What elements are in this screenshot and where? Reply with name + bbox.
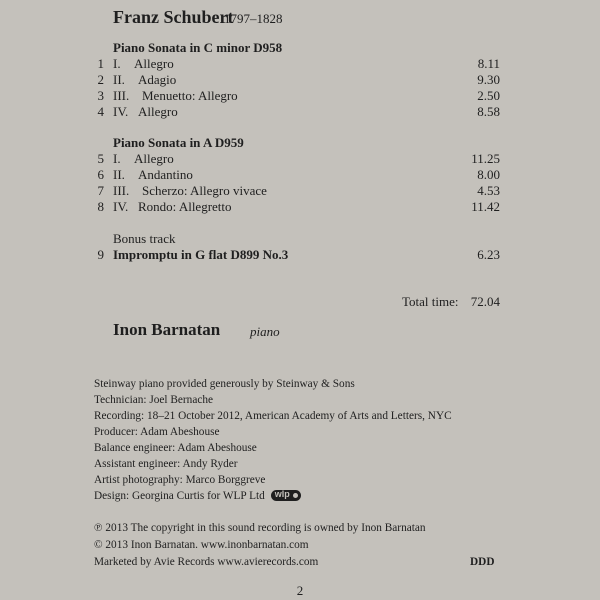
track-row [0,151,600,167]
track-time: 6.23 [477,247,500,262]
movement-number: IV. [113,104,129,119]
total-time-label: Total time: [402,294,459,309]
track-number: 3 [97,88,104,103]
track-time: 2.50 [477,88,500,103]
track-row [0,56,600,72]
track-number: 4 [97,104,104,119]
movement-name: Menuetto: Allegro [142,88,238,103]
movement-name: Allegro [138,104,178,119]
movement-number: II. [113,167,125,182]
track-time: 8.58 [477,104,500,119]
wlp-logo-text: wlp [274,488,290,499]
performer-name: Inon Barnatan [113,320,221,339]
movement-number: I. [113,151,121,166]
track-number: 9 [97,247,104,262]
work-title: Piano Sonata in C minor D958 [113,40,283,55]
track-time: 8.00 [477,167,500,182]
track-time: 11.25 [471,151,500,166]
track-time: 11.42 [471,199,500,214]
composer-dates: 1797–1828 [224,11,283,26]
work-title: Piano Sonata in A D959 [113,135,244,150]
track-row [0,183,600,199]
credit-line: Artist photography: Marco Borggreve [94,474,266,486]
credit-line: Recording: 18–21 October 2012, American Academy of Arts and Letters, NYC [94,410,452,422]
credit-line: Assistant engineer: Andy Ryder [94,458,238,470]
track-row [0,88,600,104]
bonus-track-name: Impromptu in G flat D899 No.3 [113,247,289,262]
movement-name: Adagio [138,72,177,87]
movement-name: Scherzo: Allegro vivace [142,183,267,198]
track-number: 8 [97,199,104,214]
credit-line: Producer: Adam Abeshouse [94,426,220,438]
ddd-code: DDD [470,556,495,568]
track-time: 4.53 [477,183,500,198]
track-row [0,247,600,263]
movement-number: III. [113,183,130,198]
movement-name: Andantino [138,167,193,182]
performer-instrument: piano [250,324,280,339]
track-row [0,104,600,120]
track-number: 2 [97,72,104,87]
movement-number: III. [113,88,130,103]
movement-number: II. [113,72,125,87]
copyright-notice: © 2013 Inon Barnatan. www.inonbarnatan.com [94,539,309,551]
credit-line: Steinway piano provided generously by Steinway & Sons [94,378,355,390]
track-number: 1 [97,56,104,71]
track-row [0,199,600,215]
track-number: 5 [97,151,104,166]
phonogram-notice: ℗ 2013 The copyright in this sound recording is owned by Inon Barnatan [94,522,426,534]
track-time: 9.30 [477,72,500,87]
composer-name: Franz Schubert [113,7,234,27]
movement-name: Rondo: Allegretto [138,199,232,214]
wlp-logo-icon [271,490,301,501]
credit-line: Technician: Joel Bernache [94,394,214,406]
total-time-value: 72.04 [470,294,500,309]
credit-line-design [94,490,301,502]
credit-design-text: Design: Georgina Curtis for WLP Ltd [94,490,265,502]
movement-number: I. [113,56,121,71]
movement-name: Allegro [134,151,174,166]
track-number: 6 [97,167,104,182]
track-time: 8.11 [477,56,500,71]
marketed-by: Marketed by Avie Records www.avierecords.com [94,556,319,568]
track-number: 7 [97,183,104,198]
credit-line: Balance engineer: Adam Abeshouse [94,442,257,454]
movement-number: IV. [113,199,129,214]
page-number: 2 [296,583,304,598]
track-row [0,72,600,88]
track-row [0,167,600,183]
movement-name: Allegro [134,56,174,71]
bonus-label: Bonus track [113,231,176,246]
